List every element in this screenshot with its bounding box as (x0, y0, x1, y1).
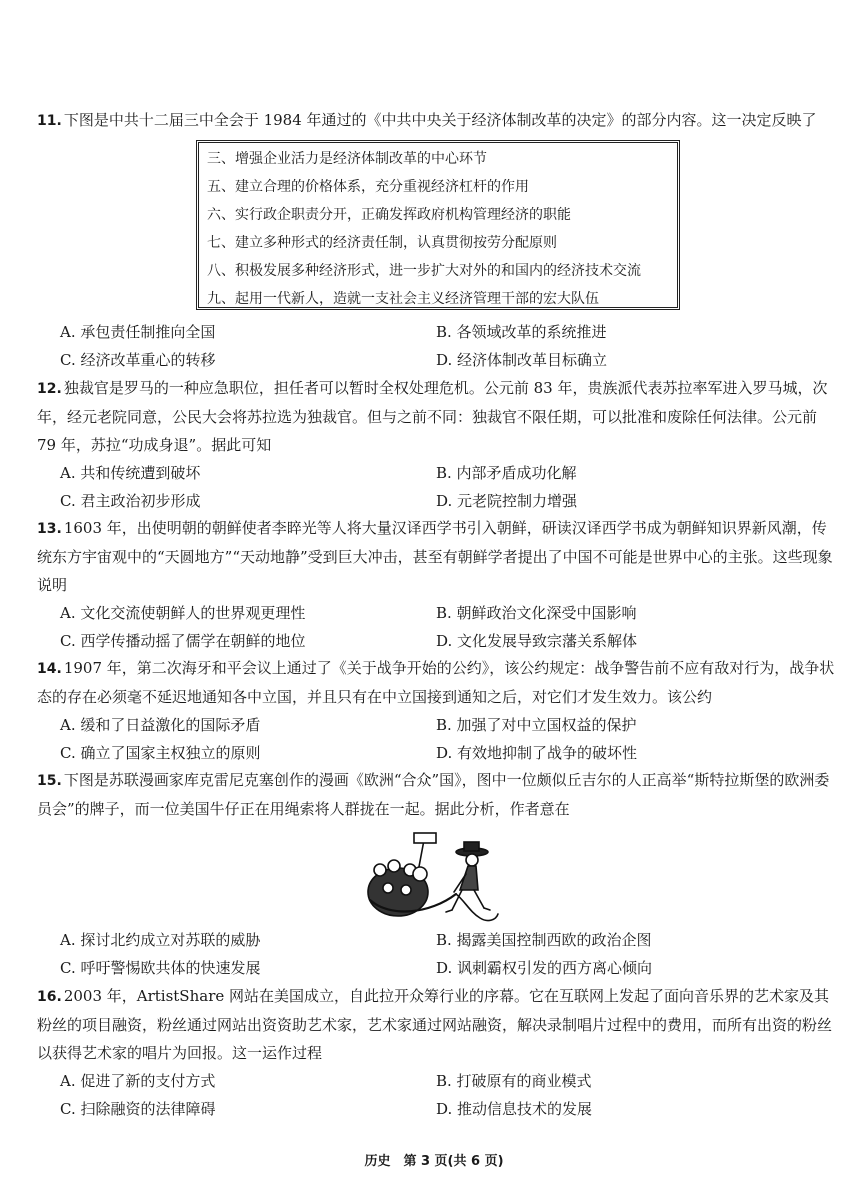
question-12 (37, 374, 837, 515)
option-d[interactable]: D. 讽刺霸权引发的西方离心倾向 (436, 959, 653, 977)
question-number: 13. (37, 521, 62, 537)
option-b[interactable]: B. 加强了对中立国权益的保护 (436, 716, 637, 734)
option-d[interactable]: D. 元老院控制力增强 (436, 492, 578, 510)
option-d[interactable]: D. 有效地抑制了战争的破坏性 (436, 744, 638, 762)
excerpt-line: 六、实行政企职责分开，正确发挥政府机构管理经济的职能 (207, 207, 571, 223)
decision-excerpt-box (196, 140, 680, 310)
question-number: 15. (37, 773, 62, 789)
option-a[interactable]: A. 共和传统遭到破坏 (60, 464, 201, 482)
option-b[interactable]: B. 内部矛盾成功化解 (436, 464, 577, 482)
question-11 (37, 106, 837, 135)
page-footer: 历史 第 3 页(共 6 页) (364, 1154, 504, 1169)
question-stem (37, 106, 837, 135)
question-stem (37, 374, 837, 459)
question-text: 独裁官是罗马的一种应急职位，担任者可以暂时全权处理危机。公元前 83 年，贵族派代表苏拉率军进入罗马城，次年，经元老院同意，公民大会将苏拉选为独裁官。但与之前不同：独裁官不限任期，可以批准和废除任何法律。公元前 79 年，苏拉“功成身退”。据此可知 (37, 379, 828, 454)
option-b[interactable]: B. 揭露美国控制西欧的政治企图 (436, 931, 652, 949)
option-c[interactable]: C. 确立了国家主权独立的原则 (60, 744, 261, 762)
cartoon-image (360, 830, 508, 925)
option-c[interactable]: C. 呼吁警惕欧共体的快速发展 (60, 959, 261, 977)
option-a[interactable]: A. 促进了新的支付方式 (60, 1072, 216, 1090)
question-number: 14. (37, 661, 62, 677)
option-c[interactable]: C. 扫除融资的法律障碍 (60, 1100, 216, 1118)
question-stem (37, 982, 837, 1067)
question-text: 下图是中共十二届三中全会于 1984 年通过的《中共中央关于经济体制改革的决定》的部分内容。这一决定反映了 (63, 111, 817, 129)
option-c[interactable]: C. 经济改革重心的转移 (60, 351, 216, 369)
question-13 (37, 514, 837, 655)
question-text: 1603 年，出使明朝的朝鲜使者李睟光等人将大量汉译西学书引入朝鲜，研读汉译西学书成为朝鲜知识界新风潮，传统东方宇宙观中的“天圆地方”“天动地静”受到巨大冲击，甚至有朝鲜学者提出了中国不可能是世界中心的主张。这些现象说明 (37, 519, 833, 594)
option-d[interactable]: D. 推动信息技术的发展 (436, 1100, 593, 1118)
option-a[interactable]: A. 文化交流使朝鲜人的世界观更理性 (60, 604, 306, 622)
option-c[interactable]: C. 西学传播动摇了儒学在朝鲜的地位 (60, 632, 306, 650)
question-text: 下图是苏联漫画家库克雷尼克塞创作的漫画《欧洲“合众”国》，图中一位颇似丘吉尔的人正高举“斯特拉斯堡的欧洲委员会”的牌子，而一位美国牛仔正在用绳索将人群拢在一起。据此分析，作者意在 (37, 771, 830, 818)
option-a[interactable]: A. 缓和了日益激化的国际矛盾 (60, 716, 261, 734)
question-number: 11. (37, 113, 62, 129)
question-number: 12. (37, 381, 62, 397)
question-text: 1907 年，第二次海牙和平会议上通过了《关于战争开始的公约》，该公约规定：战争警告前不应有敌对行为，战争状态的存在必须毫不延迟地通知各中立国，并且只有在中立国接到通知之后，对它们才发生效力。该公约 (37, 659, 835, 706)
excerpt-line: 八、积极发展多种经济形式，进一步扩大对外的和国内的经济技术交流 (207, 263, 641, 279)
question-14 (37, 654, 837, 767)
excerpt-line: 七、建立多种形式的经济责任制，认真贯彻按劳分配原则 (207, 235, 557, 251)
sign-board (414, 833, 436, 843)
question-stem (37, 514, 837, 599)
option-b[interactable]: B. 打破原有的商业模式 (436, 1072, 592, 1090)
excerpt-line: 三、增强企业活力是经济体制改革的中心环节 (207, 151, 487, 167)
option-b[interactable]: B. 朝鲜政治文化深受中国影响 (436, 604, 637, 622)
option-a[interactable]: A. 承包责任制推向全国 (60, 323, 216, 341)
question-15 (37, 766, 837, 823)
option-a[interactable]: A. 探讨北约成立对苏联的威胁 (60, 931, 261, 949)
option-d[interactable]: D. 经济体制改革目标确立 (436, 351, 608, 369)
question-text: 2003 年，ArtistShare 网站在美国成立，自此拉开众筹行业的序幕。它在互联网上发起了面向音乐界的艺术家及其粉丝的项目融资，粉丝通过网站出资资助艺术家，艺术家通过网站融资，解决录制唱片过程中的费用，而所有出资的粉丝以获得艺术家的唱片为回报。这一运作过程 (37, 987, 833, 1062)
question-number: 16. (37, 989, 62, 1005)
question-stem (37, 654, 837, 711)
question-16 (37, 982, 837, 1123)
question-11-options (37, 318, 837, 374)
excerpt-line: 九、起用一代新人，造就一支社会主义经济管理干部的宏大队伍 (207, 291, 599, 307)
option-b[interactable]: B. 各领域改革的系统推进 (436, 323, 607, 341)
option-c[interactable]: C. 君主政治初步形成 (60, 492, 201, 510)
question-stem (37, 766, 837, 823)
option-d[interactable]: D. 文化发展导致宗藩关系解体 (436, 632, 638, 650)
excerpt-line: 五、建立合理的价格体系，充分重视经济杠杆的作用 (207, 179, 529, 195)
question-15-options (37, 926, 837, 982)
